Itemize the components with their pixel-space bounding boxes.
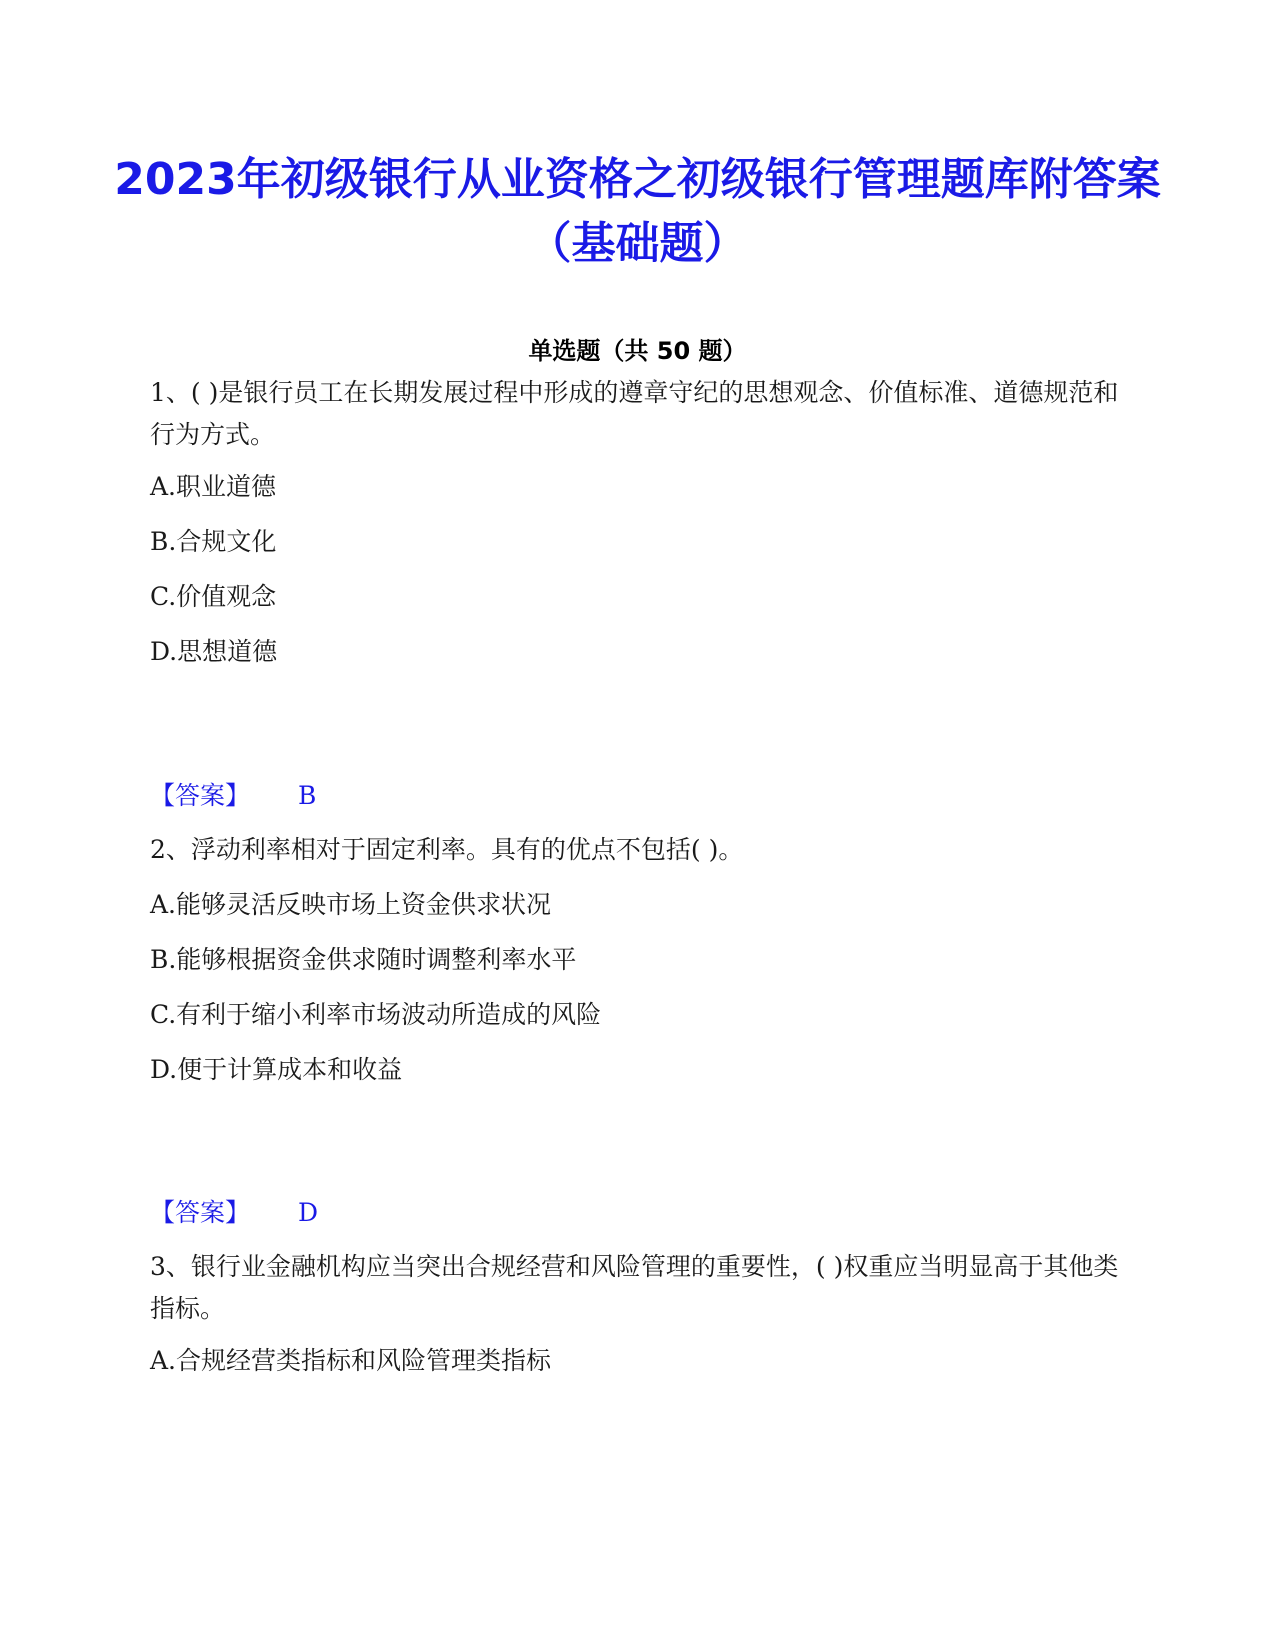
answer-value: B <box>298 781 317 810</box>
question-option: A.合规经营类指标和风险管理类指标 <box>150 1346 552 1375</box>
section-heading: 单选题（共 50 题） <box>528 337 747 365</box>
question-stem: 3、银行业金融机构应当突出合规经营和风险管理的重要性，( )权重应当明显高于其他类指标。 <box>150 1252 1119 1323</box>
question-stem: 2、浮动利率相对于固定利率。具有的优点不包括( )。 <box>150 835 744 864</box>
question-option: C.价值观念 <box>150 582 277 611</box>
question-option: A.职业道德 <box>150 472 277 501</box>
answer-line <box>150 776 316 816</box>
answer-label: 【答案】 <box>150 1198 251 1227</box>
question-option: B.能够根据资金供求随时调整利率水平 <box>150 945 577 974</box>
answer-value: D <box>298 1198 319 1227</box>
question-option: B.合规文化 <box>150 527 277 556</box>
answer-label: 【答案】 <box>150 781 251 810</box>
answer-line <box>150 1193 318 1233</box>
document-title: 2023年初级银行从业资格之初级银行管理题库附答案（基础题） <box>114 154 1161 269</box>
question-option: A.能够灵活反映市场上资金供求状况 <box>150 890 552 919</box>
question-option: D.思想道德 <box>150 637 278 666</box>
question-option: D.便于计算成本和收益 <box>150 1055 403 1084</box>
question-stem: 1、( )是银行员工在长期发展过程中形成的遵章守纪的思想观念、价值标准、道德规范和行为方式。 <box>150 378 1119 449</box>
question-option: C.有利于缩小利率市场波动所造成的风险 <box>150 1000 602 1029</box>
